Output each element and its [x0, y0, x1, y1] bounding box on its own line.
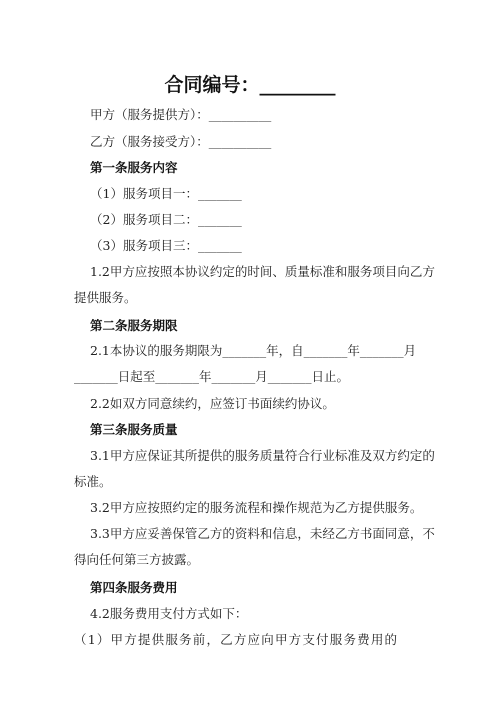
service-item-1: （1）服务项目一：_______ [90, 186, 242, 201]
article-1-heading: 第一条服务内容 [90, 160, 178, 175]
contract-number-title: 合同编号：________ [164, 74, 336, 96]
clause-4-2: 4.2服务费用支付方式如下： [90, 606, 248, 621]
clause-1-2-line-1: 1.2甲方应按照本协议约定的时间、质量标准和服务项目向乙方 [90, 264, 435, 279]
article-2-heading: 第二条服务期限 [90, 318, 178, 333]
article-4-heading: 第四条服务费用 [90, 580, 178, 595]
party-b-line: 乙方（服务接受方）：__________ [90, 134, 272, 149]
clause-3-1-line-1: 3.1甲方应保证其所提供的服务质量符合行业标准及双方约定的 [90, 448, 435, 463]
clause-3-3-line-1: 3.3甲方应妥善保管乙方的资料和信息，未经乙方书面同意，不 [90, 526, 435, 541]
clause-3-2: 3.2甲方应按照约定的服务流程和操作规范为乙方提供服务。 [90, 500, 423, 515]
clause-3-1-line-2: 标准。 [74, 474, 112, 489]
clause-2-2: 2.2如双方同意续约，应签订书面续约协议。 [90, 396, 335, 411]
clause-4-2-item-1: （1）甲方提供服务前，乙方应向甲方支付服务费用的 [74, 632, 399, 647]
clause-2-1-line-1: 2.1本协议的服务期限为_______年，自_______年_______月 [90, 343, 417, 358]
clause-2-1-line-2: _______日起至_______年_______月_______日止。 [74, 369, 350, 384]
service-item-2: （2）服务项目二：_______ [90, 212, 242, 227]
article-3-heading: 第三条服务质量 [90, 422, 178, 437]
party-a-line: 甲方（服务提供方）：__________ [90, 107, 272, 122]
service-item-3: （3）服务项目三：_______ [90, 238, 242, 253]
clause-3-3-line-2: 得向任何第三方披露。 [74, 552, 200, 567]
clause-1-2-line-2: 提供服务。 [74, 290, 137, 305]
